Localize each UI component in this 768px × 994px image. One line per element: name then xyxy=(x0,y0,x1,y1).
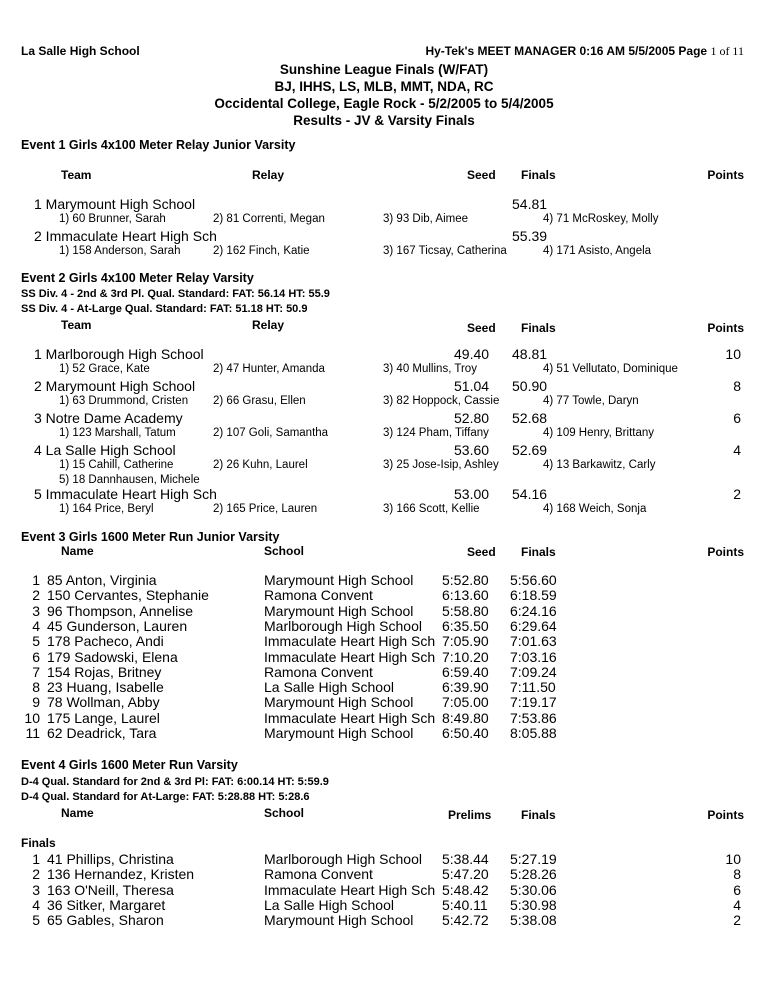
event3-row-school: Immaculate Heart High Sch xyxy=(264,709,436,726)
event1-relay-leg-3: 3) 93 Dib, Aimee xyxy=(383,213,469,225)
header-page: 1 of 11 xyxy=(710,44,744,58)
event3-row-name: 154 Rojas, Britney xyxy=(47,663,162,680)
event2-title: Event 2 Girls 4x100 Meter Relay Varsity xyxy=(21,271,254,285)
event4-row-finals: 5:38.08 xyxy=(510,912,557,929)
event2-relay-leg-1: 1) 63 Drummond, Cristen xyxy=(59,395,189,407)
event2-relay-leg-4: 4) 168 Weich, Sonja xyxy=(543,503,647,515)
event3-row-school: Immaculate Heart High Sch xyxy=(264,648,436,665)
event3-row-school: Ramona Convent xyxy=(264,587,373,604)
event2-relay-leg-3: 3) 40 Mullins, Troy xyxy=(383,363,477,375)
event3-row-name: 96 Thompson, Annelise xyxy=(47,602,194,619)
event1-title: Event 1 Girls 4x100 Meter Relay Junior Varsity xyxy=(21,138,296,152)
event3-row-name: 78 Wollman, Abby xyxy=(47,694,160,711)
header-school: La Salle High School xyxy=(21,44,140,58)
event2-relay-leg-2: 2) 165 Price, Lauren xyxy=(213,503,318,515)
event3-row-school: Marymount High School xyxy=(264,694,414,711)
event2-relay-leg-2: 2) 47 Hunter, Amanda xyxy=(213,363,325,375)
event2-col-seed: Seed xyxy=(467,321,496,335)
event3-col-school: School xyxy=(264,544,305,558)
event3-row-seed: 5:52.80 xyxy=(442,572,489,588)
event3-col-seed: Seed xyxy=(467,545,496,559)
event4-row-name: 163 O'Neill, Theresa xyxy=(47,881,174,898)
event2-row-team: 5 Immaculate Heart High Sch xyxy=(34,486,217,502)
event3-row-seed: 7:05.90 xyxy=(442,633,489,650)
meet-results: Results - JV & Varsity Finals xyxy=(293,113,475,128)
event3-row-finals: 5:56.60 xyxy=(510,572,557,588)
meet-location: Occidental College, Eagle Rock - 5/2/2005 to 5/4/2005 xyxy=(214,96,554,111)
event4-row-finals: 5:30.98 xyxy=(510,896,557,913)
event3-row-place: 5 xyxy=(32,633,40,650)
event3-row-finals: 7:09.24 xyxy=(510,663,557,680)
event2-row-points: 4 xyxy=(733,442,741,458)
event3-row-place: 6 xyxy=(32,648,40,665)
event1-relay-leg-4: 4) 71 McRoskey, Molly xyxy=(543,213,659,225)
event3-row-finals: 6:18.59 xyxy=(510,587,557,604)
event2-relay-leg-4: 4) 77 Towle, Daryn xyxy=(543,395,639,407)
event4-row-name: 136 Hernandez, Kristen xyxy=(47,866,195,883)
header-meet-info xyxy=(425,44,744,59)
event4-row-prelims: 5:47.20 xyxy=(442,866,489,883)
event2-col-team: Team xyxy=(61,318,92,332)
event3-row-school: Ramona Convent xyxy=(264,663,373,680)
event4-row-name: 36 Sitker, Margaret xyxy=(47,896,166,913)
event2-col-points: Points xyxy=(707,321,744,335)
event4-row-place: 3 xyxy=(32,881,40,898)
event3-row-name: 175 Lange, Laurel xyxy=(47,709,160,726)
event2-col-finals: Finals xyxy=(521,321,556,335)
event3-row-name: 62 Deadrick, Tara xyxy=(47,725,157,741)
event2-row-seed: 52.80 xyxy=(454,410,490,426)
event4-row-prelims: 5:48.42 xyxy=(442,881,489,898)
event4-row-points: 4 xyxy=(733,896,741,913)
event2-row-team: 4 La Salle High School xyxy=(34,442,176,458)
event3-row-school: Marlborough High School xyxy=(264,617,422,634)
event3-row-finals: 7:03.16 xyxy=(510,648,557,665)
event3-row-place: 10 xyxy=(24,709,40,726)
event2-relay-leg-2: 2) 66 Grasu, Ellen xyxy=(213,395,306,407)
event2-row-finals: 48.81 xyxy=(512,346,548,362)
event3-title: Event 3 Girls 1600 Meter Run Junior Varsity xyxy=(21,530,280,544)
event4-row-place: 4 xyxy=(32,896,40,913)
event3-row-name: 150 Cervantes, Stephanie xyxy=(47,587,209,604)
event3-row-place: 9 xyxy=(32,694,40,711)
event2-qual-1: SS Div. 4 - 2nd & 3rd Pl. Qual. Standard: FAT: 56.14 HT: 55.9 xyxy=(21,288,330,300)
event4-row-name: 65 Gables, Sharon xyxy=(47,912,164,929)
event1-row-finals: 54.81 xyxy=(512,196,548,212)
event4-col-school: School xyxy=(264,806,305,820)
event1-relay-leg-3: 3) 167 Ticsay, Catherina xyxy=(383,245,507,257)
event1-relay-leg-2: 2) 81 Correnti, Megan xyxy=(213,213,325,225)
event2-relay-leg-4: 4) 51 Vellutato, Dominique xyxy=(543,363,678,375)
event2-relay-leg-3: 3) 82 Hoppock, Cassie xyxy=(383,395,500,407)
event1-row-finals: 55.39 xyxy=(512,228,548,244)
event2-relay-leg-3: 3) 166 Scott, Kellie xyxy=(383,503,480,515)
event3-row-seed: 6:13.60 xyxy=(442,587,489,604)
event4-row-finals: 5:28.26 xyxy=(510,866,557,883)
event3-col-finals: Finals xyxy=(521,545,556,559)
event3-row-finals: 8:05.88 xyxy=(510,725,557,741)
event3-row-finals: 7:01.63 xyxy=(510,633,557,650)
event2-relay-leg-1: 1) 164 Price, Beryl xyxy=(59,503,154,515)
event3-row-name: 178 Pacheco, Andi xyxy=(47,633,164,650)
event2-row-points: 2 xyxy=(733,486,741,502)
event2-row-seed: 53.60 xyxy=(454,442,490,458)
event3-row-seed: 6:35.50 xyxy=(442,617,489,634)
event3-col-points: Points xyxy=(707,545,744,559)
event3-row-seed: 7:05.00 xyxy=(442,694,489,711)
event3-row-seed: 7:10.20 xyxy=(442,648,489,665)
event1-col-seed: Seed xyxy=(467,168,496,182)
event4-row-school: Marlborough High School xyxy=(264,851,422,867)
event3-row-name: 23 Huang, Isabelle xyxy=(47,679,164,696)
event3-row-finals: 6:24.16 xyxy=(510,602,557,619)
meet-teams: BJ, IHHS, LS, MLB, MMT, NDA, RC xyxy=(274,79,494,94)
event4-row-place: 2 xyxy=(32,866,40,883)
event3-row-school: Marymount High School xyxy=(264,572,414,588)
event2-row-points: 10 xyxy=(725,346,741,362)
event2-relay-leg-3: 3) 25 Jose-Isip, Ashley xyxy=(383,459,499,471)
event4-row-school: Immaculate Heart High Sch xyxy=(264,881,436,898)
event2-row-team: 1 Marlborough High School xyxy=(34,346,204,362)
event4-qual-2: D-4 Qual. Standard for At-Large: FAT: 5:28.88 HT: 5:28.6 xyxy=(21,791,310,803)
event2-row-finals: 54.16 xyxy=(512,486,548,502)
event3-row-place: 2 xyxy=(32,587,40,604)
event3-row-school: Marymount High School xyxy=(264,725,414,741)
event1-col-team: Team xyxy=(61,168,92,182)
event2-row-seed: 51.04 xyxy=(454,378,490,394)
event3-row-place: 4 xyxy=(32,617,40,634)
event1-relay-leg-1: 1) 60 Brunner, Sarah xyxy=(59,213,166,225)
event2-relay-leg-1: 1) 52 Grace, Kate xyxy=(59,363,150,375)
event3-row-seed: 5:58.80 xyxy=(442,602,489,619)
event2-row-finals: 52.69 xyxy=(512,442,548,458)
event4-row-school: La Salle High School xyxy=(264,896,394,913)
event2-row-finals: 52.68 xyxy=(512,410,548,426)
event4-row-finals: 5:30.06 xyxy=(510,881,557,898)
event2-relay-leg-5: 5) 18 Dannhausen, Michele xyxy=(59,474,200,486)
event3-row-place: 1 xyxy=(32,572,40,588)
event4-row-prelims: 5:42.72 xyxy=(442,912,489,929)
event4-col-name: Name xyxy=(61,806,94,820)
event1-row-team: 2 Immaculate Heart High Sch xyxy=(34,228,217,244)
event1-row-team: 1 Marymount High School xyxy=(34,196,196,212)
event4-row-prelims: 5:40.11 xyxy=(442,896,488,913)
event4-row-name: 41 Phillips, Christina xyxy=(47,851,174,867)
event3-row-seed: 6:39.90 xyxy=(442,679,489,696)
event3-row-seed: 8:49.80 xyxy=(442,709,489,726)
event3-row-name: 45 Gunderson, Lauren xyxy=(47,617,188,634)
event3-row-place: 8 xyxy=(32,679,40,696)
event2-relay-leg-1: 1) 15 Cahill, Catherine xyxy=(59,459,174,471)
event4-col-finals: Finals xyxy=(521,808,556,822)
event2-qual-2: SS Div. 4 - At-Large Qual. Standard: FAT: 51.18 HT: 50.9 xyxy=(21,303,308,315)
event2-relay-leg-4: 4) 13 Barkawitz, Carly xyxy=(543,459,656,471)
event3-row-seed: 6:59.40 xyxy=(442,663,489,680)
event3-col-name: Name xyxy=(61,544,94,558)
event4-row-place: 1 xyxy=(32,851,40,867)
event3-row-school: La Salle High School xyxy=(264,679,394,696)
event2-row-team: 2 Marymount High School xyxy=(34,378,196,394)
event3-row-finals: 7:53.86 xyxy=(510,709,557,726)
event4-section-finals: Finals xyxy=(21,836,56,850)
event4-col-points: Points xyxy=(707,808,744,822)
event4-row-points: 6 xyxy=(733,881,741,898)
event2-row-finals: 50.90 xyxy=(512,378,548,394)
event3-row-place: 11 xyxy=(25,725,40,741)
event2-relay-leg-3: 3) 124 Pham, Tiffany xyxy=(383,427,489,439)
event3-row-name: 179 Sadowski, Elena xyxy=(47,648,178,665)
event2-row-team: 3 Notre Dame Academy xyxy=(34,410,183,426)
event3-row-name: 85 Anton, Virginia xyxy=(47,572,157,588)
event2-relay-leg-4: 4) 109 Henry, Brittany xyxy=(543,427,655,439)
event3-row-finals: 7:11.50 xyxy=(510,679,556,696)
meet-title: Sunshine League Finals (W/FAT) xyxy=(279,62,489,77)
event4-row-school: Ramona Convent xyxy=(264,866,373,883)
event4-col-prelims: Prelims xyxy=(448,808,492,822)
event2-row-seed: 53.00 xyxy=(454,486,490,502)
event4-row-points: 10 xyxy=(725,851,741,867)
event4-row-prelims: 5:38.44 xyxy=(442,851,489,867)
event3-row-place: 3 xyxy=(32,602,40,619)
event1-col-finals: Finals xyxy=(521,168,556,182)
event2-relay-leg-1: 1) 123 Marshall, Tatum xyxy=(59,427,176,439)
event2-col-relay: Relay xyxy=(252,318,285,332)
event4-row-points: 8 xyxy=(733,866,741,883)
event1-col-points: Points xyxy=(707,168,744,182)
event3-row-school: Immaculate Heart High Sch xyxy=(264,633,436,650)
event4-row-school: Marymount High School xyxy=(264,912,414,929)
event4-qual-1: D-4 Qual. Standard for 2nd & 3rd Pl: FAT: 6:00.14 HT: 5:59.9 xyxy=(21,776,329,788)
event1-col-relay: Relay xyxy=(252,168,285,182)
event3-row-seed: 6:50.40 xyxy=(442,725,489,741)
event4-row-finals: 5:27.19 xyxy=(510,851,557,867)
event4-row-place: 5 xyxy=(32,912,40,929)
event3-row-finals: 6:29.64 xyxy=(510,617,557,634)
header-meet: Hy-Tek's MEET MANAGER 0:16 AM 5/5/2005 Page xyxy=(425,44,708,58)
event3-row-school: Marymount High School xyxy=(264,602,414,619)
event1-relay-leg-2: 2) 162 Finch, Katie xyxy=(213,245,310,257)
event1-relay-leg-4: 4) 171 Asisto, Angela xyxy=(543,245,652,257)
event2-relay-leg-2: 2) 26 Kuhn, Laurel xyxy=(213,459,308,471)
event4-title: Event 4 Girls 1600 Meter Run Varsity xyxy=(21,758,238,772)
event1-relay-leg-1: 1) 158 Anderson, Sarah xyxy=(59,245,181,257)
event4-row-points: 2 xyxy=(733,912,741,929)
event2-row-points: 8 xyxy=(733,378,741,394)
event2-row-seed: 49.40 xyxy=(454,346,490,362)
event2-relay-leg-2: 2) 107 Goli, Samantha xyxy=(213,427,329,439)
event3-row-finals: 7:19.17 xyxy=(510,694,557,711)
event2-row-points: 6 xyxy=(733,410,741,426)
event3-row-place: 7 xyxy=(32,663,40,680)
